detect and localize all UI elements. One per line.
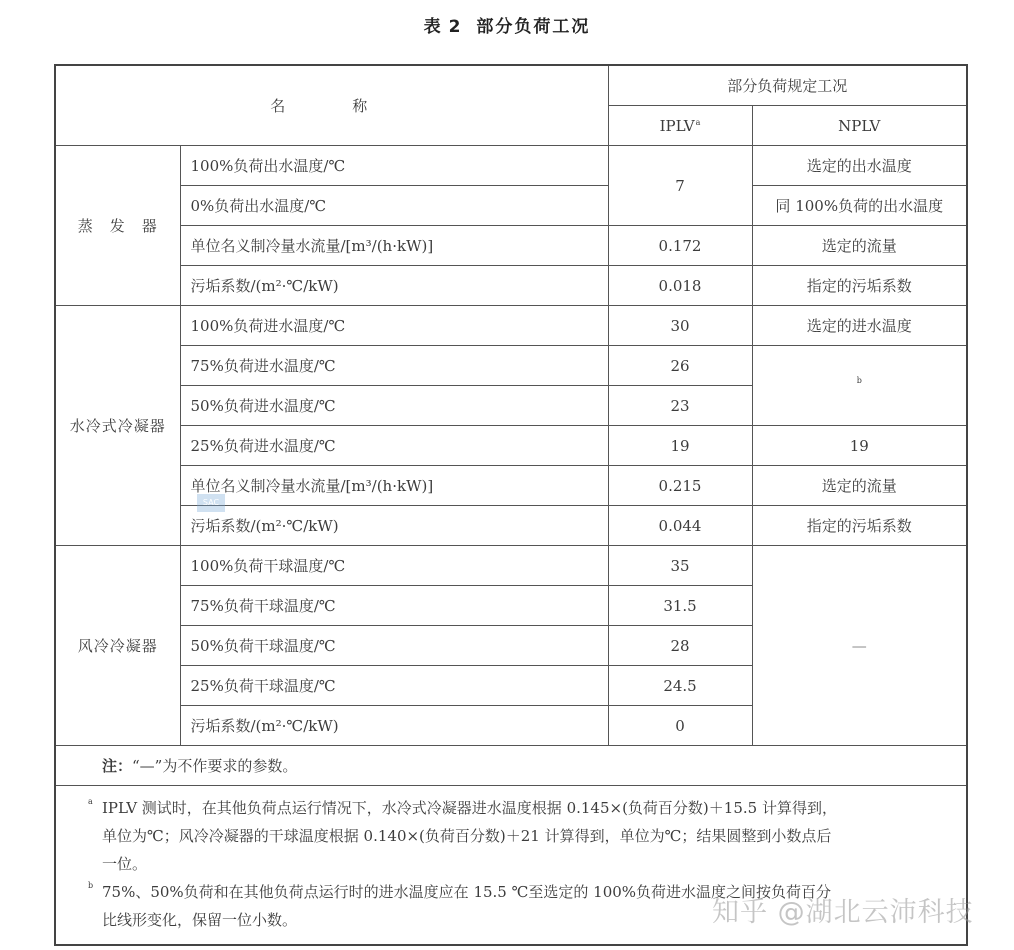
nplv-value-not-required: — — [752, 546, 967, 746]
row-name: 25%负荷干球温度/℃ — [180, 666, 608, 706]
nplv-value — [752, 346, 967, 426]
table-number: 2 — [448, 17, 463, 37]
table-row — [55, 266, 967, 306]
nplv-value: 选定的出水温度 — [752, 146, 967, 186]
iplv-value: 0.018 — [608, 266, 752, 306]
footnotes-row — [55, 786, 967, 946]
table-row — [55, 306, 967, 346]
footnote-a — [88, 794, 948, 878]
group-evaporator: 蒸 发 器 — [55, 146, 180, 306]
note-row — [55, 746, 967, 786]
footnote-b — [88, 878, 948, 934]
footnotes-cell — [55, 786, 967, 946]
iplv-value: 24.5 — [608, 666, 752, 706]
iplv-value: 7 — [608, 146, 752, 226]
iplv-value: 0.044 — [608, 506, 752, 546]
footnote-mark: a — [88, 797, 93, 806]
footnote-ref-a: a — [695, 117, 701, 127]
table-row — [55, 226, 967, 266]
group-water-cooled-condenser: 水冷式冷凝器 — [55, 306, 180, 546]
iplv-value: 0.172 — [608, 226, 752, 266]
header-row-1 — [55, 65, 967, 106]
table-row — [55, 546, 967, 586]
sac-stamp-logo: SAC — [197, 494, 225, 512]
nplv-value: 指定的污垢系数 — [752, 506, 967, 546]
header-iplv-label: IPLV — [659, 116, 695, 135]
footnote-ref-b: b — [856, 375, 862, 385]
nplv-value: 选定的进水温度 — [752, 306, 967, 346]
table-row — [55, 346, 967, 386]
header-name: 名 称 — [55, 65, 608, 146]
header-nplv: NPLV — [752, 106, 967, 146]
row-name: 50%负荷干球温度/℃ — [180, 626, 608, 666]
iplv-value: 31.5 — [608, 586, 752, 626]
footnote-line: 单位为℃；风冷冷凝器的干球温度根据 0.140×(负荷百分数)＋21 计算得到，单位为℃；结果圆整到小数点后 — [102, 827, 832, 845]
table-row — [55, 146, 967, 186]
row-name: 100%负荷进水温度/℃ — [180, 306, 608, 346]
row-name: 100%负荷干球温度/℃ — [180, 546, 608, 586]
table-title-prefix: 表 — [423, 17, 443, 37]
row-name: 75%负荷干球温度/℃ — [180, 586, 608, 626]
row-name: 单位名义制冷量水流量/[m³/(h·kW)] — [180, 466, 608, 506]
nplv-value: 19 — [752, 426, 967, 466]
nplv-value: 选定的流量 — [752, 226, 967, 266]
header-iplv — [608, 106, 752, 146]
row-name: 单位名义制冷量水流量/[m³/(h·kW)] — [180, 226, 608, 266]
footnote-line: 比线形变化，保留一位小数。 — [102, 911, 298, 929]
row-name: 污垢系数/(m²·℃/kW) — [180, 706, 608, 746]
row-name: 0%负荷出水温度/℃ — [180, 186, 608, 226]
note-text: “—”为不作要求的参数。 — [132, 757, 298, 775]
iplv-value: 35 — [608, 546, 752, 586]
nplv-value: 指定的污垢系数 — [752, 266, 967, 306]
row-name: 100%负荷出水温度/℃ — [180, 146, 608, 186]
footnote-line: IPLV 测试时，在其他负荷点运行情况下，水冷式冷凝器进水温度根据 0.145×(负荷百分数)＋15.5 计算得到， — [102, 799, 837, 817]
iplv-value: 30 — [608, 306, 752, 346]
partial-load-table — [54, 64, 968, 946]
nplv-value: 同 100%负荷的出水温度 — [752, 186, 967, 226]
header-group: 部分负荷规定工况 — [608, 65, 967, 106]
table-row — [55, 186, 967, 226]
iplv-value: 23 — [608, 386, 752, 426]
row-name: 75%负荷进水温度/℃ — [180, 346, 608, 386]
watermark: 知乎 @湖北云沛科技 — [712, 897, 974, 928]
iplv-value: 26 — [608, 346, 752, 386]
group-air-cooled-condenser: 风冷冷凝器 — [55, 546, 180, 746]
row-name: 25%负荷进水温度/℃ — [180, 426, 608, 466]
footnote-mark: b — [88, 881, 94, 890]
footnote-line: 75%、50%负荷和在其他负荷点运行时的进水温度应在 15.5 ℃至选定的 100%负荷进水温度之间按负荷百分 — [102, 883, 832, 901]
row-name: 污垢系数/(m²·℃/kW) — [180, 506, 608, 546]
table-title-text: 部分负荷工况 — [476, 17, 591, 37]
table-row — [55, 426, 967, 466]
footnote-line: 一位。 — [102, 855, 148, 873]
row-name: 污垢系数/(m²·℃/kW) — [180, 266, 608, 306]
iplv-value: 19 — [608, 426, 752, 466]
table-row — [55, 466, 967, 506]
iplv-value: 0.215 — [608, 466, 752, 506]
nplv-value: 选定的流量 — [752, 466, 967, 506]
note-label: 注： — [102, 757, 133, 775]
table-row — [55, 506, 967, 546]
row-name: 50%负荷进水温度/℃ — [180, 386, 608, 426]
iplv-value: 0 — [608, 706, 752, 746]
table-title — [0, 12, 1014, 37]
note-cell — [55, 746, 967, 786]
iplv-value: 28 — [608, 626, 752, 666]
